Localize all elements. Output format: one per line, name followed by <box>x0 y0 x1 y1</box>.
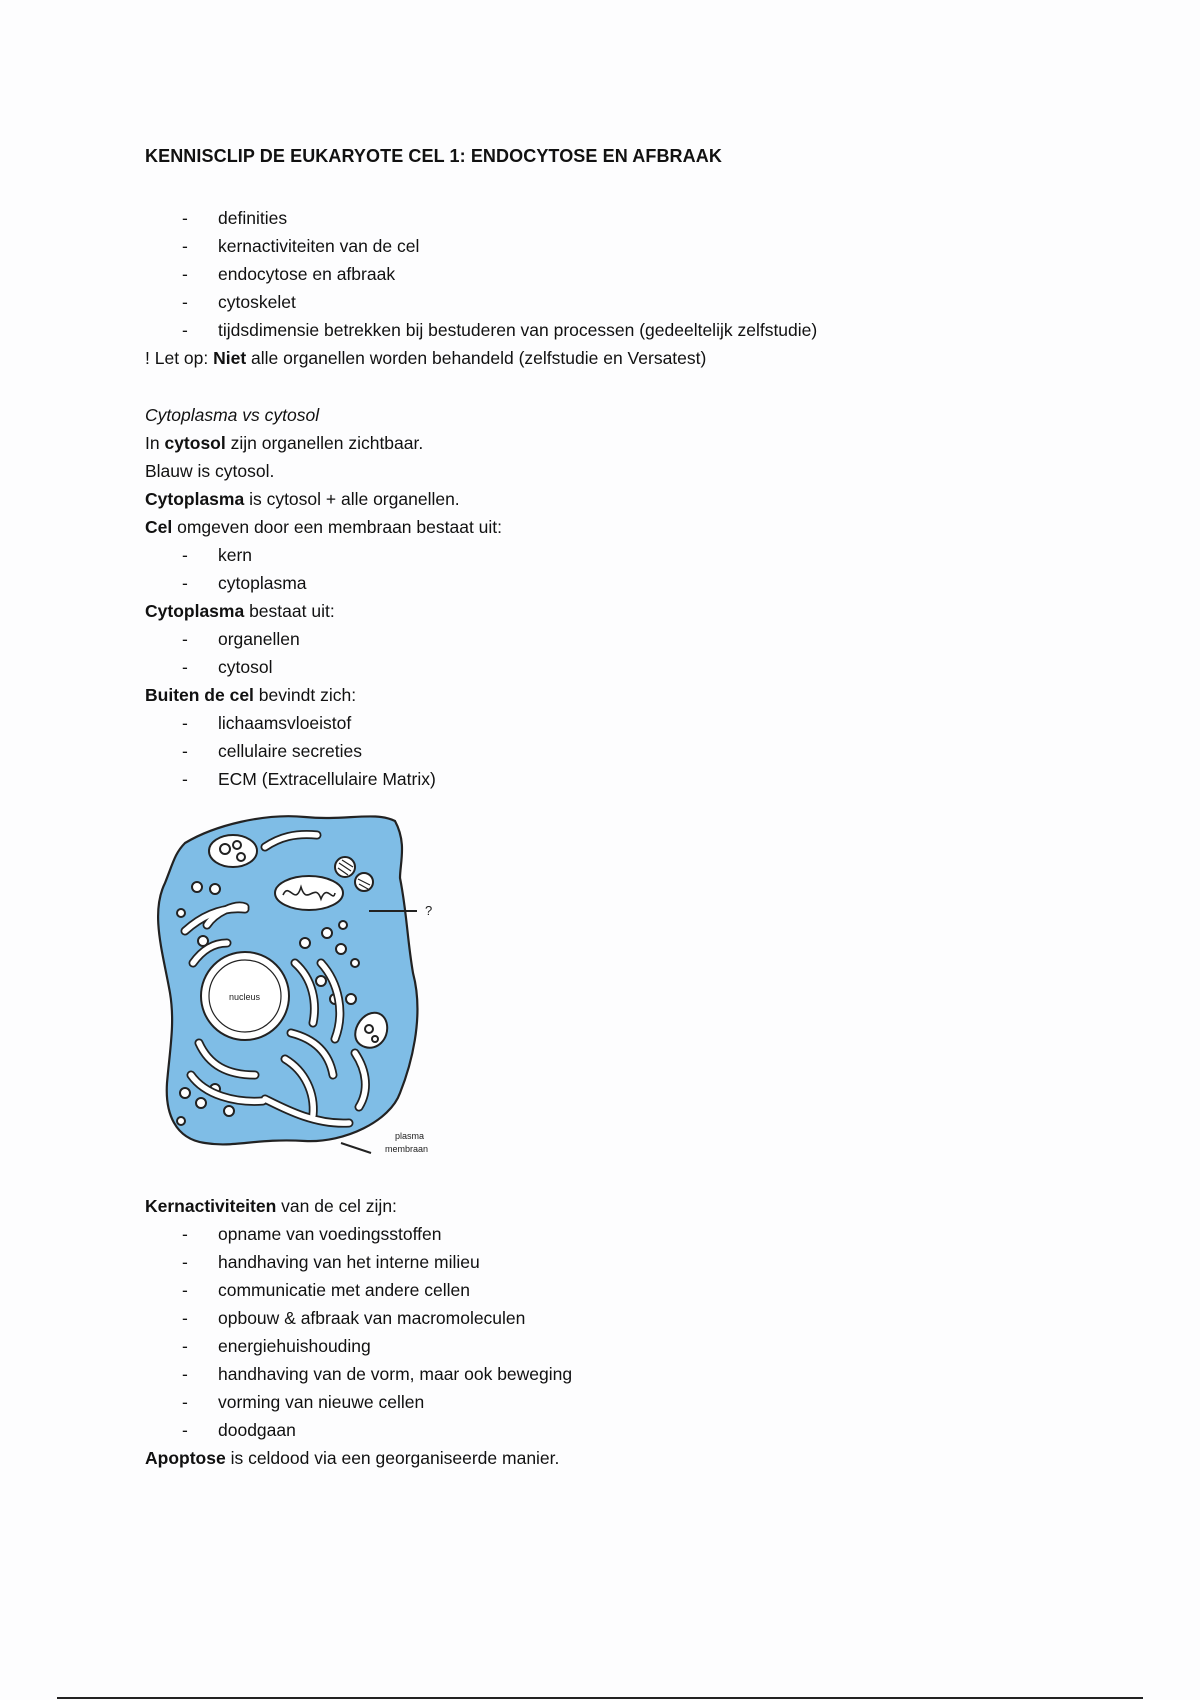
list-item-text: tijdsdimensie betrekken bij bestuderen van processen (gedeeltelijk zelfstudie) <box>218 320 818 340</box>
bullet-dash: - <box>182 292 188 312</box>
bullet-dash: - <box>182 545 188 565</box>
cytosol-line: In cytosol zijn organellen zichtbaar. <box>145 433 424 453</box>
bullet-dash: - <box>182 320 188 340</box>
apoptose-line: Apoptose is celdood via een georganiseerde manier. <box>145 1448 560 1468</box>
list-item-text: cellulaire secreties <box>218 741 362 761</box>
buiten-line: Buiten de cel bevindt zich: <box>145 685 357 705</box>
bullet-dash: - <box>182 657 188 677</box>
list-item-text: definities <box>218 208 288 228</box>
cell-diagram <box>145 803 455 1163</box>
kernactiviteiten-line: Kernactiviteiten van de cel zijn: <box>145 1196 397 1216</box>
bullet-dash: - <box>182 1336 188 1356</box>
list-item-text: handhaving van het interne milieu <box>218 1252 480 1272</box>
list-item-text: cytoplasma <box>218 573 307 593</box>
blue-line: Blauw is cytosol. <box>145 461 275 481</box>
list-item-text: vorming van nieuwe cellen <box>218 1392 425 1412</box>
vesicle-cluster <box>209 835 257 867</box>
list-item-text: handhaving van de vorm, maar ook beweging <box>218 1364 573 1384</box>
list-item-text: lichaamsvloeistof <box>218 713 352 733</box>
bullet-dash: - <box>182 1308 188 1328</box>
list-item-text: communicatie met andere cellen <box>218 1280 470 1300</box>
membrane-label-2: membraan <box>385 1144 429 1154</box>
bullet-dash: - <box>182 1364 188 1384</box>
bullet-dash: - <box>182 1280 188 1300</box>
bullet-dash: - <box>182 713 188 733</box>
list-item-text: kern <box>218 545 253 565</box>
list-item-text: cytosol <box>218 657 273 677</box>
bullet-dash: - <box>182 769 188 789</box>
mitochondrion <box>275 876 343 910</box>
bullet-dash: - <box>182 236 188 256</box>
page-title: KENNISCLIP DE EUKARYOTE CEL 1: ENDOCYTOSE EN AFBRAAK <box>145 146 722 166</box>
question-label: ? <box>425 903 433 918</box>
bullet-dash: - <box>182 208 188 228</box>
list-item-text: doodgaan <box>218 1420 296 1440</box>
bullet-dash: - <box>182 1252 188 1272</box>
membrane-label-1: plasma <box>395 1131 425 1141</box>
cytoplasma-definition: Cytoplasma is cytosol + alle organellen. <box>145 489 460 509</box>
list-item-text: kernactiviteiten van de cel <box>218 236 420 256</box>
cel-line: Cel omgeven door een membraan bestaat uit: <box>145 517 503 537</box>
bullet-dash: - <box>182 741 188 761</box>
list-item-text: energiehuishouding <box>218 1336 371 1356</box>
section-heading: Cytoplasma vs cytosol <box>145 405 320 425</box>
list-item-text: ECM (Extracellulaire Matrix) <box>218 769 436 789</box>
list-item-text: cytoskelet <box>218 292 296 312</box>
bullet-dash: - <box>182 264 188 284</box>
cytoplasma-consists-line: Cytoplasma bestaat uit: <box>145 601 335 621</box>
cell-body <box>158 816 417 1144</box>
bullet-dash: - <box>182 1420 188 1440</box>
list-item-text: opbouw & afbraak van macromoleculen <box>218 1308 526 1328</box>
bullet-dash: - <box>182 573 188 593</box>
bullet-dash: - <box>182 1392 188 1412</box>
membrane-pointer-line <box>341 1143 371 1153</box>
list-item-text: organellen <box>218 629 300 649</box>
eukaryotic-cell-figure <box>145 803 455 1163</box>
nucleus-label: nucleus <box>229 992 261 1002</box>
footer-rule <box>57 1697 1143 1699</box>
list-item-text: endocytose en afbraak <box>218 264 396 284</box>
bullet-dash: - <box>182 1224 188 1244</box>
bullet-dash: - <box>182 629 188 649</box>
list-item-text: opname van voedingsstoffen <box>218 1224 442 1244</box>
note-line: ! Let op: Niet alle organellen worden behandeld (zelfstudie en Versatest) <box>145 348 707 368</box>
